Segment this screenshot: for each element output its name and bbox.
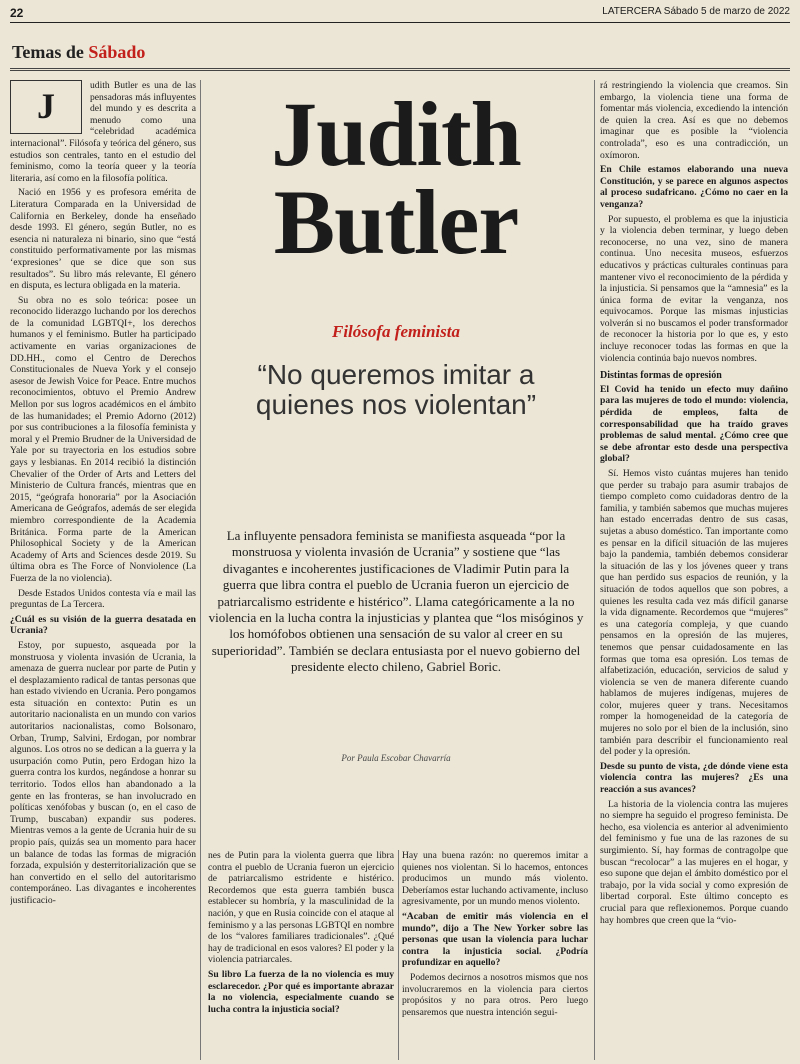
column-4 <box>600 80 788 1060</box>
byline: Por Paula Escobar Chavarría <box>341 753 451 763</box>
paragraph: Sí. Hemos visto cuántas mujeres han tenido que perder su trabajo para asumir trabajos de tiempo completo como cuidadoras dentro de la familia, y también sabemos que muchas mujeres han estado encerradas dentro de sus casas, sujetas a abuso doméstico. Tan importante como es pensar en la difícil situación de las mujeres bajo la pandemia, también debemos considerar la situación de las y los jóvenes queer y trans que han perdido sus espacios de reunión, y la situación de todos aquellos que son pobres, a quienes les resulta cada vez más difícil ganarse la vida dignamente. Recordemos que “mujeres” es una categoría compleja, y que cuando pensamos en la opresión de las mujeres, tenemos que pensar cuidadosamente en las formas que toma esa opresión. Los temas de alfabetización, educación, servicios de salud y violencia se ven de manera diferente cuando hablamos de mujeres indígenas, mujeres de color, mujeres queer y trans. Necesitamos romper la homogeneidad de la categoría de mujeres no solo por el bien de la inclusión, sino también para describir el funcionamiento real del poder y la opresión. <box>600 468 788 758</box>
section-rule <box>10 68 790 71</box>
column-2 <box>208 850 394 1060</box>
paragraph: La historia de la violencia contra las mujeres no siempre ha seguido el progreso feminista. De hecho, esa violencia es anterior al advenimiento del feminismo y fue una de las razones de su surgimiento. Sí, hay formas de contragolpe que buscan “recolocar” a las mujeres en el hogar, y eso supone que dejan el ámbito doméstico por el trabajo, por la vida social y como expresión de libertad corporal. Este último concepto es crucial para que reflexionemos. Porque cuando hay hombres que creen que la “vio- <box>600 798 788 926</box>
column-divider <box>200 80 201 1060</box>
section-title-part1: Temas de <box>12 42 89 62</box>
title-line-1: Judith <box>271 83 521 185</box>
interview-question: En Chile estamos elaborando una nueva Constitución, y se parece en algunos aspectos al proceso sudafricano. ¿Cómo no caer en la venganza? <box>600 164 788 210</box>
pull-quote: “No queremos imitar a quienes nos violentan” <box>255 359 537 420</box>
column-divider <box>398 850 399 1060</box>
title-line-2: Butler <box>273 171 519 273</box>
paragraph: Desde Estados Unidos contesta vía e mail las preguntas de La Tercera. <box>10 587 196 611</box>
paragraph: Hay una buena razón: no queremos imitar a quienes nos violentan. Si lo hacemos, entonces producimos un mundo más violento. Deberíamos estar luchando activamente, incluso agresivamente, por un mundo menos violento. <box>402 850 588 908</box>
paragraph: Estoy, por supuesto, asqueada por la monstruosa y violenta invasión de Ucrania, la amenaza de guerra nuclear por parte de Putin y el desplazamiento radical de tantas personas que han estado viviendo en Ucrania. Pero pongamos esta situación en contexto: Putin es un autoritario nacionalista en un mundo con varios autoritarios nacionalistas, como Bolsonaro, Orban, Trump, Salvini, Erdogan, por nombrar algunos. Los otros no se dedican a la guerra y la usurpación como Putin, pero Erdogan hizo la guerra contra los kurdos, negándose a honrar su territorio. Todos ellos han abandonado a la gente en las fronteras, se han involucrado en políticas xenófobas y buscan (o, en el caso de Trump, buscaban) expandir sus poderes. Mientras vemos a la gente de Ucrania huir de su propio país, quizás sea un momento para hacer un balance de todas las formas de migración forzada, expulsión y desterritorialización que se han convertido en el sello del autoritarismo contemporáneo. Las divagantes e incoherentes justificacio- <box>10 639 196 906</box>
paragraph: Nació en 1956 y es profesora emérita de Literatura Comparada en la Universidad de California en Berkeley, donde ha enseñado desde 1993. El género, según Butler, no es esencia ni naturaleza ni binario, sino que “está constituido performativamente por las mismas ‘expresiones’ que se dice que son sus resultados”. Su libro más relevante, El género en disputa, es lectura obligada en la materia. <box>10 187 196 292</box>
drop-cap: J <box>10 80 82 134</box>
dateline: LATERCERA Sábado 5 de marzo de 2022 <box>602 6 790 17</box>
header-rule <box>10 22 790 23</box>
subheading: Distintas formas de opresión <box>600 370 722 382</box>
paragraph: rá restringiendo la violencia que creamos. Sin embargo, la violencia tiene una forma de fomentar más violencia, excediendo la intención de quien la crea. Así es que no debemos imaginar que es posible la “violencia controlada”, eso es una contradicción, un oxímoron. <box>600 80 788 161</box>
interview-question: El Covid ha tenido un efecto muy dañino para las mujeres de todo el mundo: violencia, pérdida de empleos, falta de corresponsabilidad que ha traído graves problemas de salud mental. ¿Cómo cree que se debe afrontar esto desde una perspectiva global? <box>600 383 788 465</box>
page-number: 22 <box>10 6 24 20</box>
article-title <box>206 83 586 273</box>
column-3 <box>402 850 588 1060</box>
interview-question: Desde su punto de vista, ¿de dónde viene esta violencia contra las mujeres? ¿Es una reacción a sus avances? <box>600 760 788 796</box>
column-1 <box>10 80 196 1060</box>
section-title-part2: Sábado <box>88 42 146 62</box>
paragraph: Podemos decirnos a nosotros mismos que nos involucraremos en la violencia para ciertos propósitos y no para otros. Pero luego pensaremos que nuestra intención segui- <box>402 971 588 1018</box>
interview-question: “Acaban de emitir más violencia en el mundo”, dijo a The New Yorker sobre las personas que usan la violencia para luchar contra la injusticia social. ¿Podría profundizar en aquello? <box>402 910 588 969</box>
column-divider <box>594 80 595 1060</box>
article-subtitle: Filósofa feminista <box>332 322 460 341</box>
lead-paragraph: La influyente pensadora feminista se manifiesta asqueada “por la monstruosa y violenta invasión de Ucrania” y sostiene que “las divagantes e incoherentes justificaciones de Vladimir Putin para la guerra que libra contra el pueblo de Ucrania fueron un ejercicio de patriarcalismo estridente e histérico”. Llama categóricamente a la no violencia en la lucha contra la injusticias y plantea que “los misóginos y los homófobos obtienen una sensación de su valor al creer en su superioridad”. También se declara entusiasta por el nuevo gobierno del presidente electo chileno, Gabriel Boric. <box>208 528 584 675</box>
paragraph: Su obra no es solo teórica: posee un reconocido liderazgo luchando por los derechos de la comunidad LGBTQI+, los derechos humanos y el feminismo. Butler ha participado activamente en varias organizaciones de DD.HH., como el Centro de Derechos Constitucionales de Nueva York y el consejo asesor de Jewish Voice for Peace. Entre muchos reconocimientos, obtuvo el Premio Andrew Mellon por sus logros académicos en el ámbito de las humanidades; el Premio Adorno (2012) por sus contribuciones a la filosofía feminista y moral y el Premio Brudner de la Universidad de Yale por su trayectoria en los estudios sobre gays y lesbianas. En 2014 recibió la distinción Chevalier of the Order of Arts and Letters del Ministerio de Cultura francés, mientras que en 2015, “geógrafa honoraria” por la Asociación Americana de Geógrafos, además de ser elegida miembro correspondiente de la Academia Británica. Forma parte de la American Philosophical Society y de la American Academy of Arts and Sciences desde 2019. Su última obra es The Force of Nonviolence (La Fuerza de la no violencia). <box>10 294 196 584</box>
paragraph: Por supuesto, el problema es que la injusticia y la violencia deben terminar, y luego deben reconocerse, no una vez, sino de manera continua. Uno necesita museos, esfuerzos educativos y prácticas culturales continuas para mantener vivo el reconocimiento de la pérdida y la injusticia. Si pensamos que la “amnesia” es la única forma de evitar la venganza, nos equivocamos. Porque las mismas injusticias volverán si no buscamos el poder transformador de reconocer la historia por lo que es, y esto incluye reconocer todas las formas en que la violencia continúa bajo nuevos nombres. <box>600 213 788 364</box>
interview-question: ¿Cuál es su visión de la guerra desatada en Ucrania? <box>10 613 196 637</box>
paragraph: nes de Putin para la violenta guerra que libra contra el pueblo de Ucrania fueron un ejercicio de patriarcalismo estridente e histérico. Recordemos que esta guerra también busca establecer su hombría, y la masculinidad de la nación, y que en Rusia coincide con el ataque al feminismo y a las personas LGBTQI en nombre de los “valores familiares tradicionales”. ¿Qué hay de tradicional en esos valores? El poder y la violencia patriarcales. <box>208 850 394 966</box>
paragraph: udith Butler es una de las pensadoras más influyentes del mundo y es descrita a menudo como una “celebridad académica internacional”. Filósofa y teórica del género, sus estudios son centrales, tanto en el estudio del feminismo, como la teoría queer y la teoría literaria, así como en la filosofía política. <box>10 80 196 184</box>
section-title <box>12 42 145 63</box>
interview-question: Su libro La fuerza de la no violencia es muy esclarecedor. ¿Por qué es importante abrazar la no violencia, especialmente cuando se lucha contra la injusticia social? <box>208 968 394 1015</box>
